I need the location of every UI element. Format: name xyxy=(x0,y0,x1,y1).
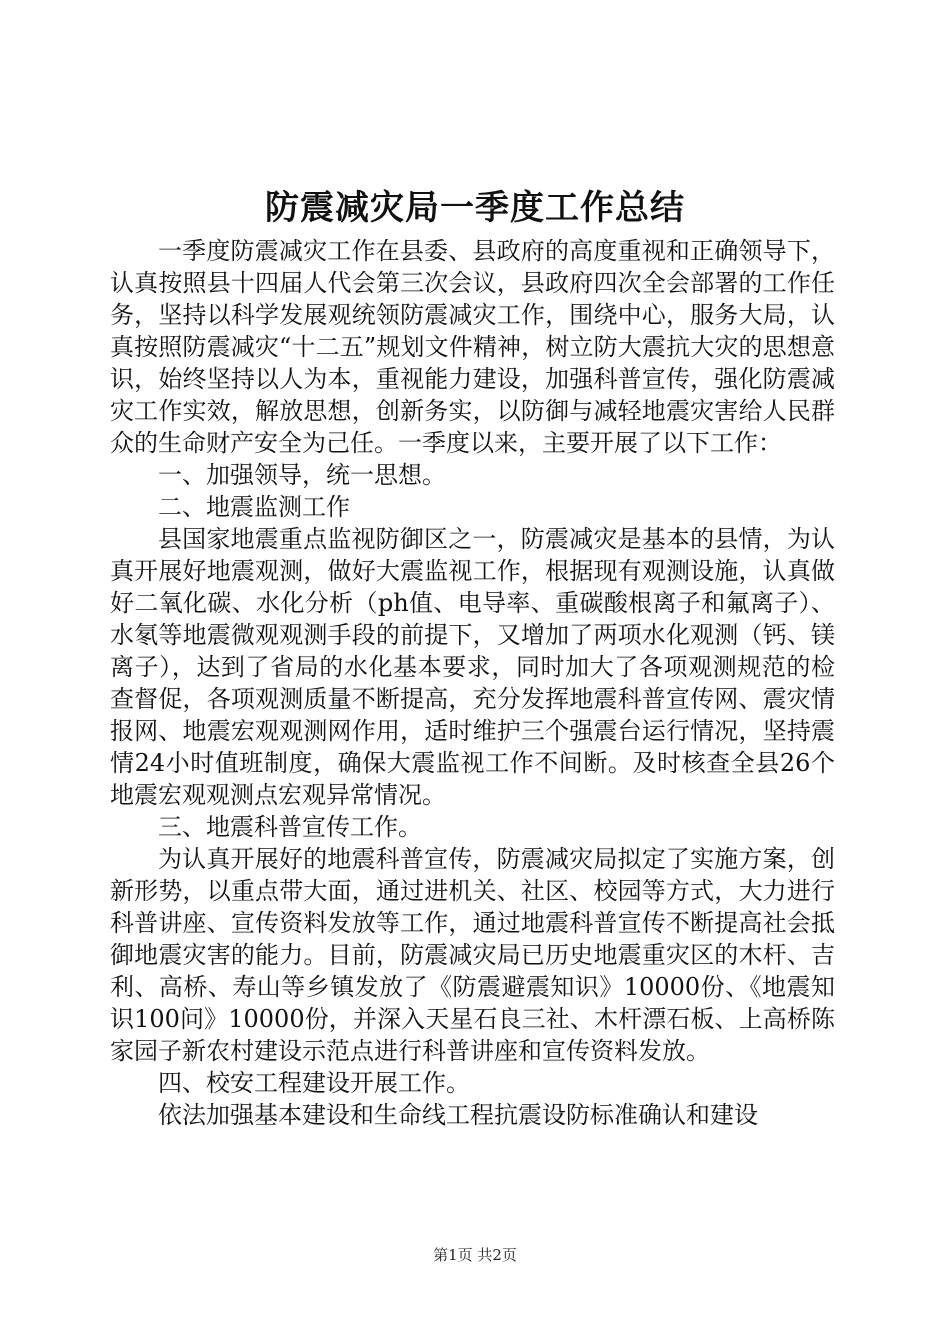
paragraph-monitoring: 县国家地震重点监视防御区之一，防震减灾是基本的县情，为认真开展好地震观测，做好大震监视工作，根据现有观测设施，认真做好二氧化碳、水化分析（ph值、电导率、重碳酸根离子和氟离子）、水氡等地震微观观测手段的前提下，又增加了两项水化观测（钙、镁离子），达到了省局的水化基本要求，同时加大了各项观测规范的检查督促，各项观测质量不断提高，充分发挥地震科普宣传网、震灾情报网、地震宏观观测网作用，适时维护三个强震台运行情况，坚持震情24小时值班制度，确保大震监视工作不间断。及时核查全县26个地震宏观观测点宏观异常情况。 xyxy=(110,525,835,809)
heading-section-2: 二、地震监测工作 xyxy=(158,493,350,521)
heading-section-3: 三、地震科普宣传工作。 xyxy=(158,813,422,841)
page-number-footer: 第1页 共2页 xyxy=(433,1246,517,1264)
heading-section-1: 一、加强领导，统一思想。 xyxy=(158,461,446,489)
heading-section-4: 四、校安工程建设开展工作。 xyxy=(158,1069,470,1097)
document-title: 防震减灾局一季度工作总结 xyxy=(265,188,685,228)
paragraph-construction: 依法加强基本建设和生命线工程抗震设防标准确认和建设 xyxy=(158,1101,758,1129)
paragraph-intro: 一季度防震减灾工作在县委、县政府的高度重视和正确领导下，认真按照县十四届人代会第三次会议，县政府四次全会部署的工作任务，坚持以科学发展观统领防震减灾工作，围绕中心，服务大局，认真按照防震减灾“十二五”规划文件精神，树立防大震抗大灾的思想意识，始终坚持以人为本，重视能力建设，加强科普宣传，强化防震减灾工作实效，解放思想，创新务实，以防御与减轻地震灾害给人民群众的生命财产安全为己任。一季度以来，主要开展了以下工作： xyxy=(110,237,835,457)
document-body xyxy=(110,235,835,1131)
paragraph-publicity: 为认真开展好的地震科普宣传，防震减灾局拟定了实施方案，创新形势，以重点带大面，通过进机关、社区、校园等方式，大力进行科普讲座、宣传资料发放等工作，通过地震科普宣传不断提高社会抵御地震灾害的能力。目前，防震减灾局已历史地震重灾区的木杆、吉利、高桥、寿山等乡镇发放了《防震避震知识》10000份、《地震知识100问》10000份，并深入天星石良三社、木杆漂石板、上高桥陈家园子新农村建设示范点进行科普讲座和宣传资料发放。 xyxy=(110,845,835,1065)
